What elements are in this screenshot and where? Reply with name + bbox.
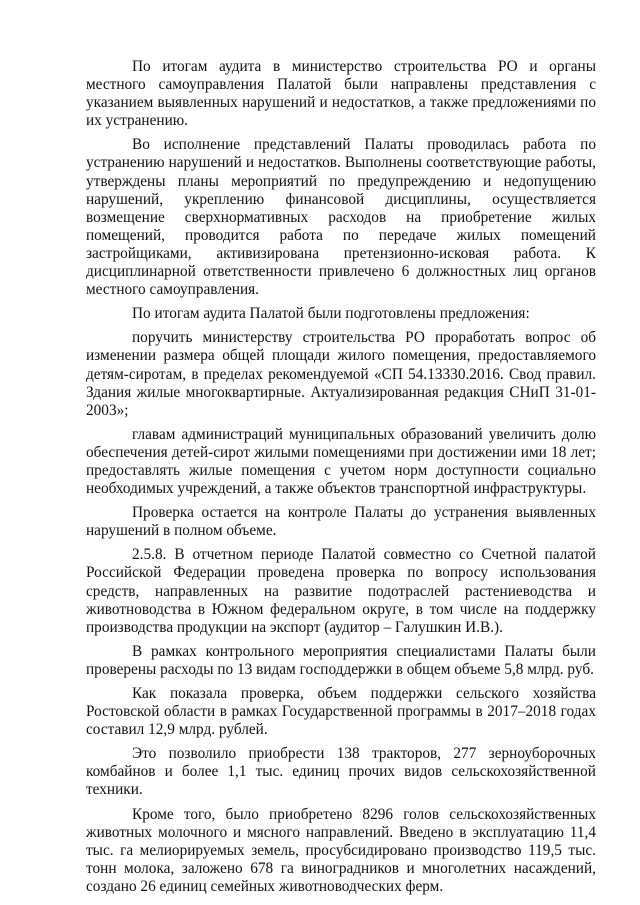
paragraph: В рамках контрольного мероприятия специалистами Палаты были проверены расходы по 13 видам господдержки в общем объеме 5,8 млрд. руб. xyxy=(86,642,596,678)
paragraph: 2.5.8. В отчетном периоде Палатой совместно со Счетной палатой Российской Федерации проведена проверка по вопросу использования средств, направленных на развитие подотраслей растениеводства и животноводства в Южном федеральном округе, в том числе на поддержку производства продукции на экспорт (аудитор – Галушкин И.В.). xyxy=(86,546,596,636)
paragraph: Кроме того, было приобретено 8296 голов сельскохозяйственных животных молочного и мясного направлений. Введено в эксплуатацию 11,4 тыс. га мелиорируемых земель, просубсидировано производство 119,5 тыс. тонн молока, заложено 678 га виноградников и многолетних насаждений, создано 26 единиц семейных животноводческих ферм. xyxy=(86,805,596,895)
paragraph: Как показала проверка, объем поддержки сельского хозяйства Ростовской области в рамках Государственной программы в 2017–2018 годах составил 12,9 млрд. рублей. xyxy=(86,685,596,739)
paragraph: Во исполнение представлений Палаты проводилась работа по устранению нарушений и недостатков. Выполнены соответствующие работы, утверждены планы мероприятий по предупреждению и недопущению нарушений, укреплению финансовой дисциплины, осуществляется возмещение сверхнормативных расходов на приобретение жилых помещений, проводится работа по передаче жилых помещений застройщиками, активизирована претензионно-исковая работа. К дисциплинарной ответственности привлечено 6 должностных лиц органов местного самоуправления. xyxy=(86,136,596,299)
paragraph: Проверка остается на контроле Палаты до устранения выявленных нарушений в полном объеме. xyxy=(86,504,596,540)
paragraph: По итогам аудита в министерство строительства РО и органы местного самоуправления Палатой были направлены представления с указанием выявленных нарушений и недостатков, а также предложениями по их устранению. xyxy=(86,58,596,130)
paragraph: По итогам аудита Палатой были подготовлены предложения: xyxy=(132,305,530,323)
document-page xyxy=(86,58,596,902)
paragraph: главам администраций муниципальных образований увеличить долю обеспечения детей-сирот жилыми помещениями при достижении ими 18 лет; предоставлять жилые помещения с учетом норм доступности социально необходимых учреждений, а также объектов транспортной инфраструктуры. xyxy=(86,425,596,498)
paragraph: Это позволило приобрести 138 тракторов, 277 зерноуборочных комбайнов и более 1,1 тыс. единиц прочих видов сельскохозяйственной техники. xyxy=(86,745,596,799)
paragraph: поручить министерству строительства РО проработать вопрос об изменении размера общей площади жилого помещения, предоставляемого детям-сиротам, в пределах рекомендуемой «СП 54.13330.2016. Свод правил. Здания жилые многоквартирные. Актуализированная редакция СНиП 31-01-2003»; xyxy=(86,329,596,419)
